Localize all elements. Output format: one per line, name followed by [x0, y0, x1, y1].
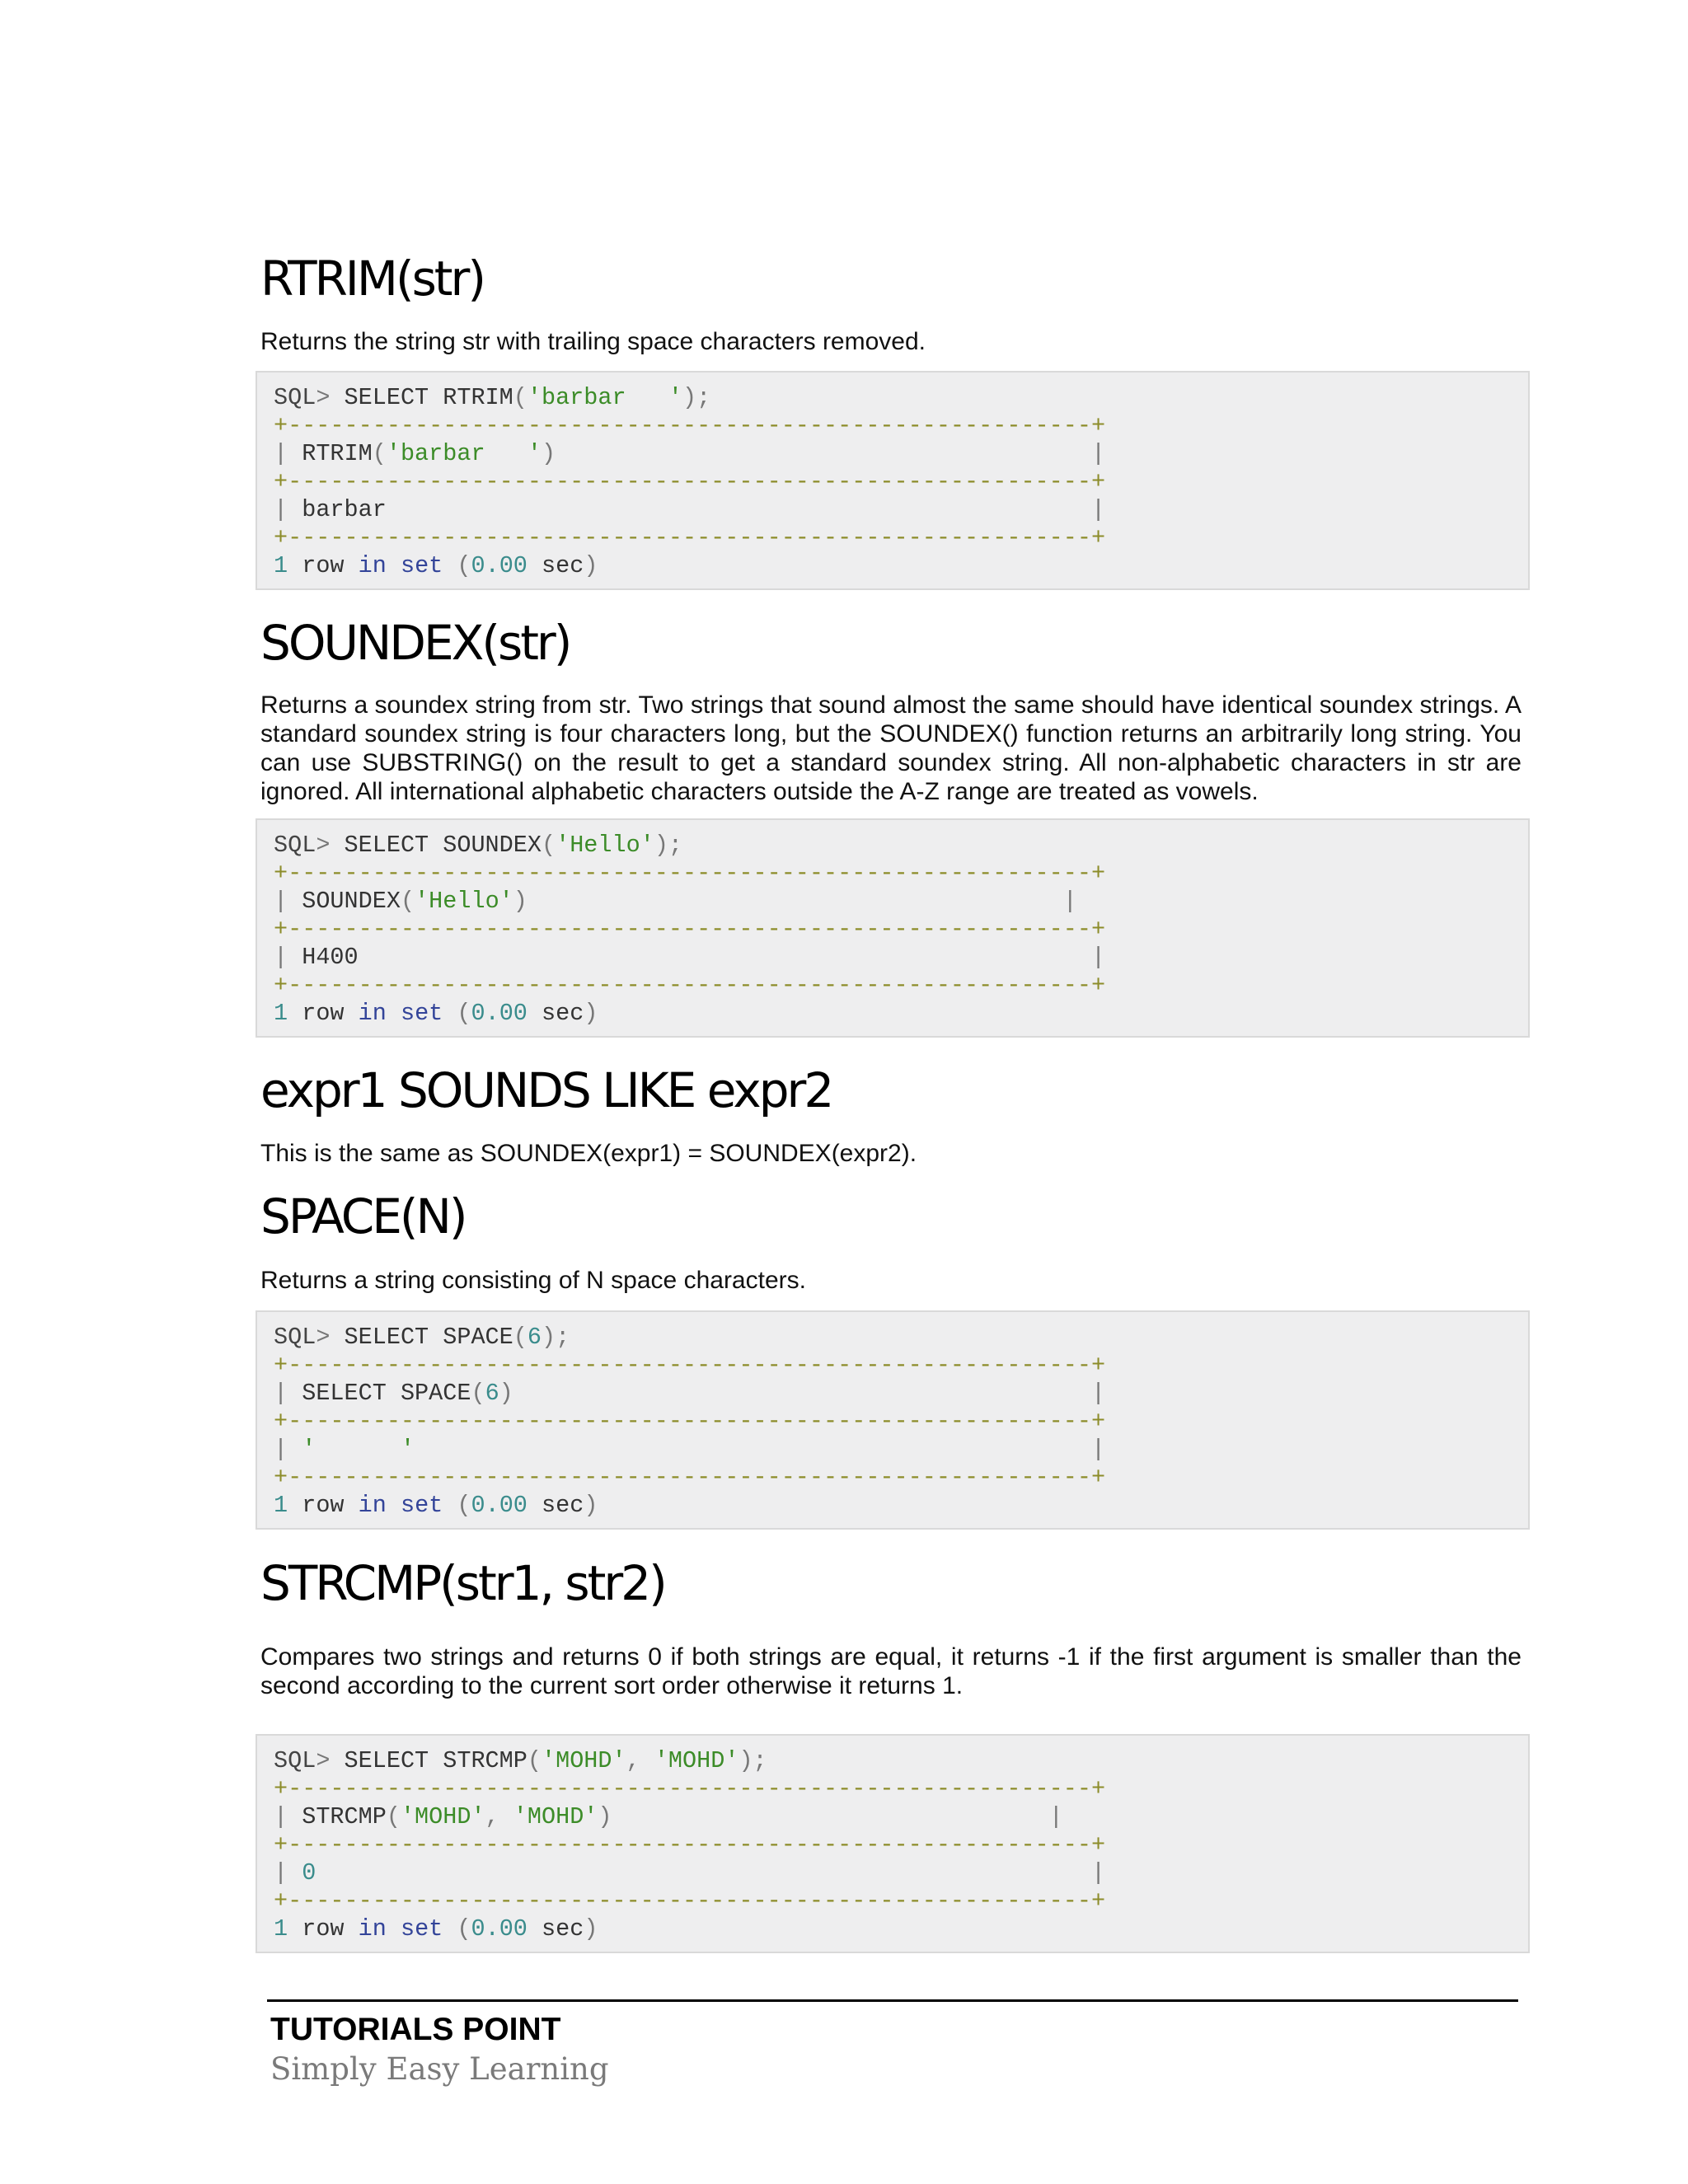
- code-line-border: +---------------------------------------------------------+: [274, 916, 1106, 943]
- code-line-border: +---------------------------------------------------------+: [274, 1887, 1106, 1915]
- section-heading-strcmp: STRCMP(str1, str2): [260, 1555, 665, 1611]
- section-description-soundex: Returns a soundex string from str. Two strings that sound almost the same should have identical soundex strings. A standard soundex string is four characters long, but the SOUNDEX() function returns an arbitrarily long string. You can use SUBSTRING() on the result to get a standard soundex string. All non-alphabetic characters in str are ignored. All international alphabetic characters outside the A-Z range are treated as vowels.: [260, 691, 1522, 805]
- code-line-border: +---------------------------------------------------------+: [274, 412, 1106, 439]
- section-description-strcmp: Compares two strings and returns 0 if both strings are equal, it returns -1 if the first argument is smaller than the second according to the current sort order otherwise it returns 1.: [260, 1643, 1522, 1699]
- code-line-query: SQL> SELECT STRCMP('MOHD', 'MOHD');: [274, 1747, 767, 1774]
- code-line-border: +---------------------------------------------------------+: [274, 1408, 1106, 1435]
- code-line-query: SQL> SELECT RTRIM('barbar ');: [274, 384, 711, 411]
- footer-brand-subtitle: Simply Easy Learning: [270, 2051, 609, 2087]
- code-line-column-header: | RTRIM('barbar ') |: [274, 440, 1106, 467]
- code-line-border: +---------------------------------------------------------+: [274, 1352, 1106, 1379]
- code-line-border: +---------------------------------------------------------+: [274, 972, 1106, 999]
- code-line-border: +---------------------------------------------------------+: [274, 524, 1106, 551]
- footer-divider: [267, 1999, 1518, 2002]
- code-line-query: SQL> SELECT SPACE(6);: [274, 1324, 570, 1351]
- code-line-result: | barbar |: [274, 496, 1106, 523]
- code-block-rtrim: [256, 371, 1530, 590]
- code-line-result: | 0 |: [274, 1859, 1106, 1886]
- code-line-footer: 1 row in set (0.00 sec): [274, 552, 598, 579]
- code-line-border: +---------------------------------------------------------+: [274, 1775, 1106, 1802]
- section-heading-rtrim: RTRIM(str): [260, 251, 485, 307]
- code-line-border: +---------------------------------------------------------+: [274, 468, 1106, 495]
- code-line-footer: 1 row in set (0.00 sec): [274, 1000, 598, 1027]
- footer-brand-title: TUTORIALS POINT: [270, 2012, 561, 2047]
- section-heading-sounds-like: expr1 SOUNDS LIKE expr2: [260, 1062, 832, 1118]
- code-line-footer: 1 row in set (0.00 sec): [274, 1492, 598, 1519]
- code-line-footer: 1 row in set (0.00 sec): [274, 1915, 598, 1943]
- code-block-strcmp: [256, 1734, 1530, 1953]
- code-line-query: SQL> SELECT SOUNDEX('Hello');: [274, 832, 683, 859]
- code-line-border: +---------------------------------------------------------+: [274, 860, 1106, 887]
- code-line-border: +---------------------------------------------------------+: [274, 1831, 1106, 1858]
- section-heading-space: SPACE(N): [260, 1188, 466, 1244]
- code-line-result: | ' ' |: [274, 1436, 1106, 1463]
- section-description-space: Returns a string consisting of N space characters.: [260, 1267, 806, 1294]
- code-line-column-header: | SELECT SPACE(6) |: [274, 1380, 1106, 1407]
- section-heading-soundex: SOUNDEX(str): [260, 615, 570, 671]
- code-block-space: [256, 1310, 1530, 1530]
- code-block-soundex: [256, 818, 1530, 1038]
- section-description-rtrim: Returns the string str with trailing space characters removed.: [260, 328, 926, 355]
- code-line-border: +---------------------------------------------------------+: [274, 1464, 1106, 1491]
- code-line-column-header: | STRCMP('MOHD', 'MOHD') |: [274, 1803, 1063, 1830]
- code-line-result: | H400 |: [274, 944, 1106, 971]
- code-line-column-header: | SOUNDEX('Hello') |: [274, 888, 1077, 915]
- section-description-sounds-like: This is the same as SOUNDEX(expr1) = SOUNDEX(expr2).: [260, 1140, 917, 1167]
